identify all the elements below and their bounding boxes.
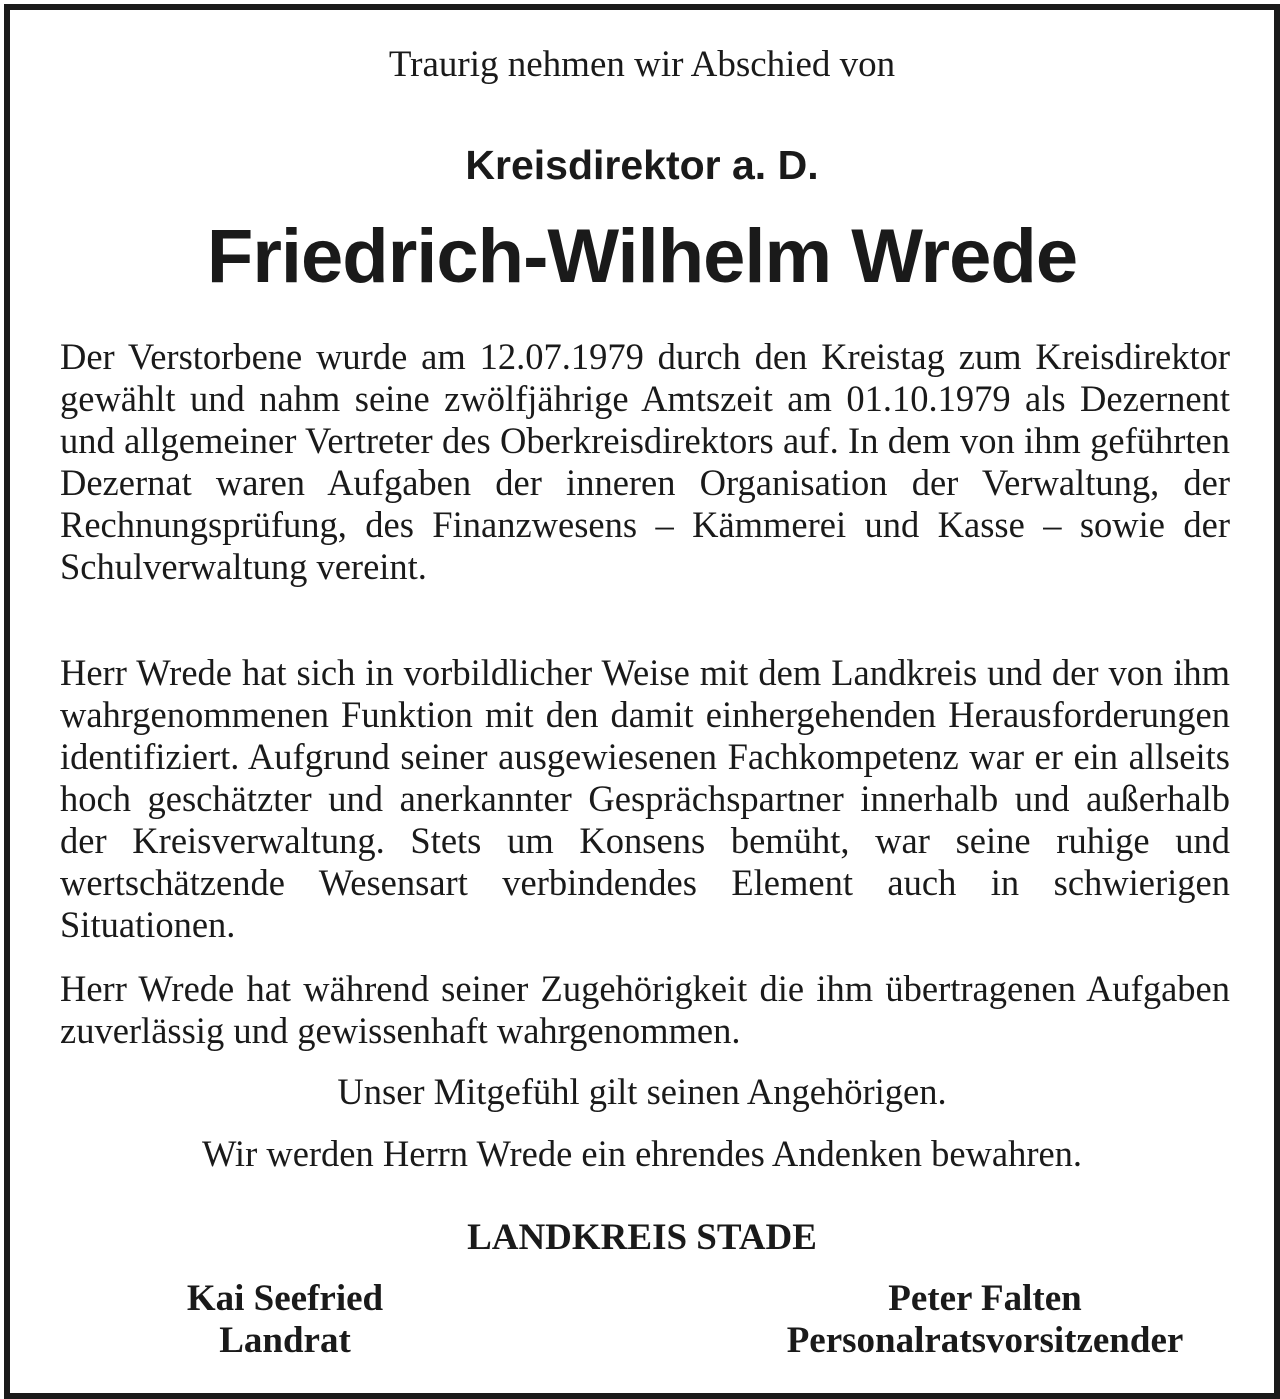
organization-name: LANDKREIS STADE: [467, 1217, 817, 1258]
signer-right: [740, 1278, 1230, 1362]
deceased-name: Friedrich-Wilhelm Wrede: [206, 214, 1078, 299]
signer-role: Personalratsvorsitzender: [786, 1320, 1184, 1361]
deceased-title: Kreisdirektor a. D.: [465, 142, 819, 188]
paragraph-character: Herr Wrede hat sich in vorbildlicher Weise mit dem Landkreis und der von ihm wahrgenommenen Funktion mit den damit einhergehenden Herausforderungen identifiziert. Aufgrund seiner ausgewiesenen Fachkompetenz war er ein allseits hoch geschätzter und anerkannter Gesprächspartner innerhalb und außerhalb der Kreisverwaltung. Stets um Konsens bemüht, war seine ruhige und wertschätzende Wesensart verbindendes Element auch in schwierigen Situationen.: [60, 652, 1230, 945]
memory-line: Wir werden Herrn Wrede ein ehrendes Andenken bewahren.: [201, 1133, 1083, 1174]
sympathy-line: Unser Mitgefühl gilt seinen Angehörigen.: [337, 1071, 947, 1112]
signer-name: Peter Falten: [888, 1278, 1082, 1319]
paragraph-career: Der Verstorbene wurde am 12.07.1979 durch den Kreistag zum Kreisdirektor gewählt und nahm seine zwölfjährige Amtszeit am 01.10.1979 als Dezernent und allgemeiner Vertreter des Oberkreisdirektors auf. In dem von ihm geführten Dezernat waren Aufgaben der inneren Organisation der Verwaltung, der Rechnungsprüfung, des Finanzwesens – Kämmerei und Kasse – sowie der Schulverwaltung vereint.: [60, 336, 1230, 587]
signer-name: Kai Seefried: [186, 1278, 384, 1319]
paragraph-duties: Herr Wrede hat während seiner Zugehörigkeit die ihm übertragenen Aufgaben zuverlässig und gewissenhaft wahrgenommen.: [60, 968, 1230, 1051]
signer-left: [130, 1278, 440, 1362]
intro-line: Traurig nehmen wir Abschied von: [388, 44, 896, 85]
obituary-notice: [4, 4, 1280, 1399]
signer-role: Landrat: [219, 1320, 351, 1361]
